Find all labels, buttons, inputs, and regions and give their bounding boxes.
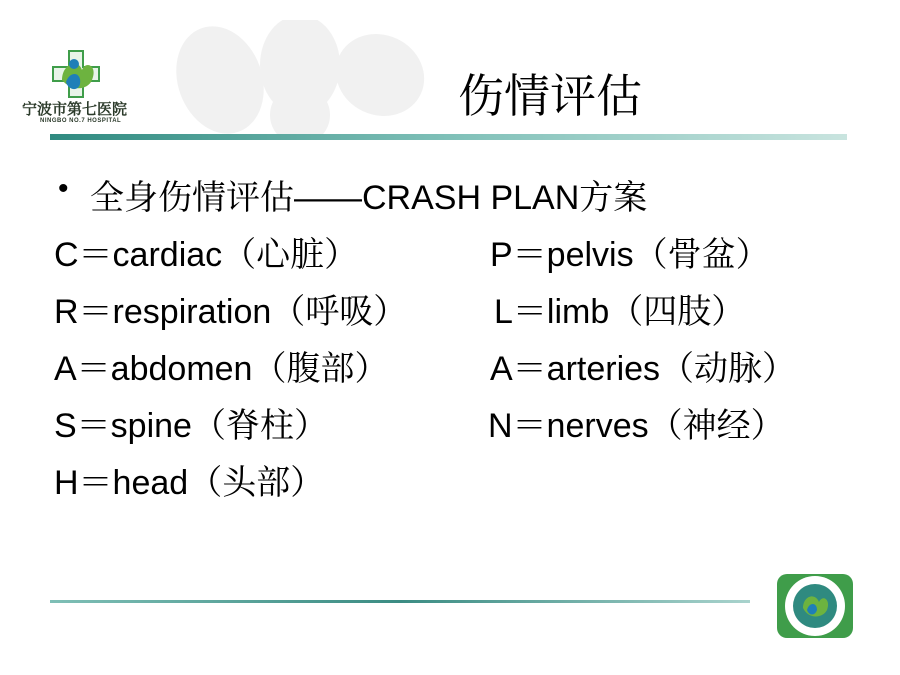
item-left-spine: S＝spine（脊柱） — [54, 407, 328, 445]
item-left-cardiac: C＝cardiac（心脏） — [54, 236, 359, 274]
footer-divider — [50, 600, 750, 603]
item-right-limb: L＝limb（四肢） — [494, 293, 746, 331]
item-right-nerves: N＝nerves（神经） — [488, 407, 785, 445]
bullet-heading: 全身伤情评估——CRASH PLAN方案 — [90, 179, 648, 217]
item-left-respiration: R＝respiration（呼吸） — [54, 293, 408, 331]
item-right-pelvis: P＝pelvis（骨盆） — [490, 236, 770, 274]
watermark-flower-icon — [150, 20, 470, 135]
item-right-arteries: A＝arteries（动脉） — [490, 350, 797, 388]
item-left-head: H＝head（头部） — [54, 464, 325, 502]
hospital-name-cn: 宁波市第七医院 — [22, 100, 128, 118]
item-left-abdomen: A＝abdomen（腹部） — [54, 350, 389, 388]
hospital-name-en: NINGBO NO.7 HOSPITAL — [40, 118, 122, 124]
hospital-badge-icon — [775, 572, 855, 640]
bullet-icon: • — [58, 172, 69, 205]
slide-title: 伤情评估 — [458, 69, 642, 123]
title-divider — [50, 134, 847, 140]
